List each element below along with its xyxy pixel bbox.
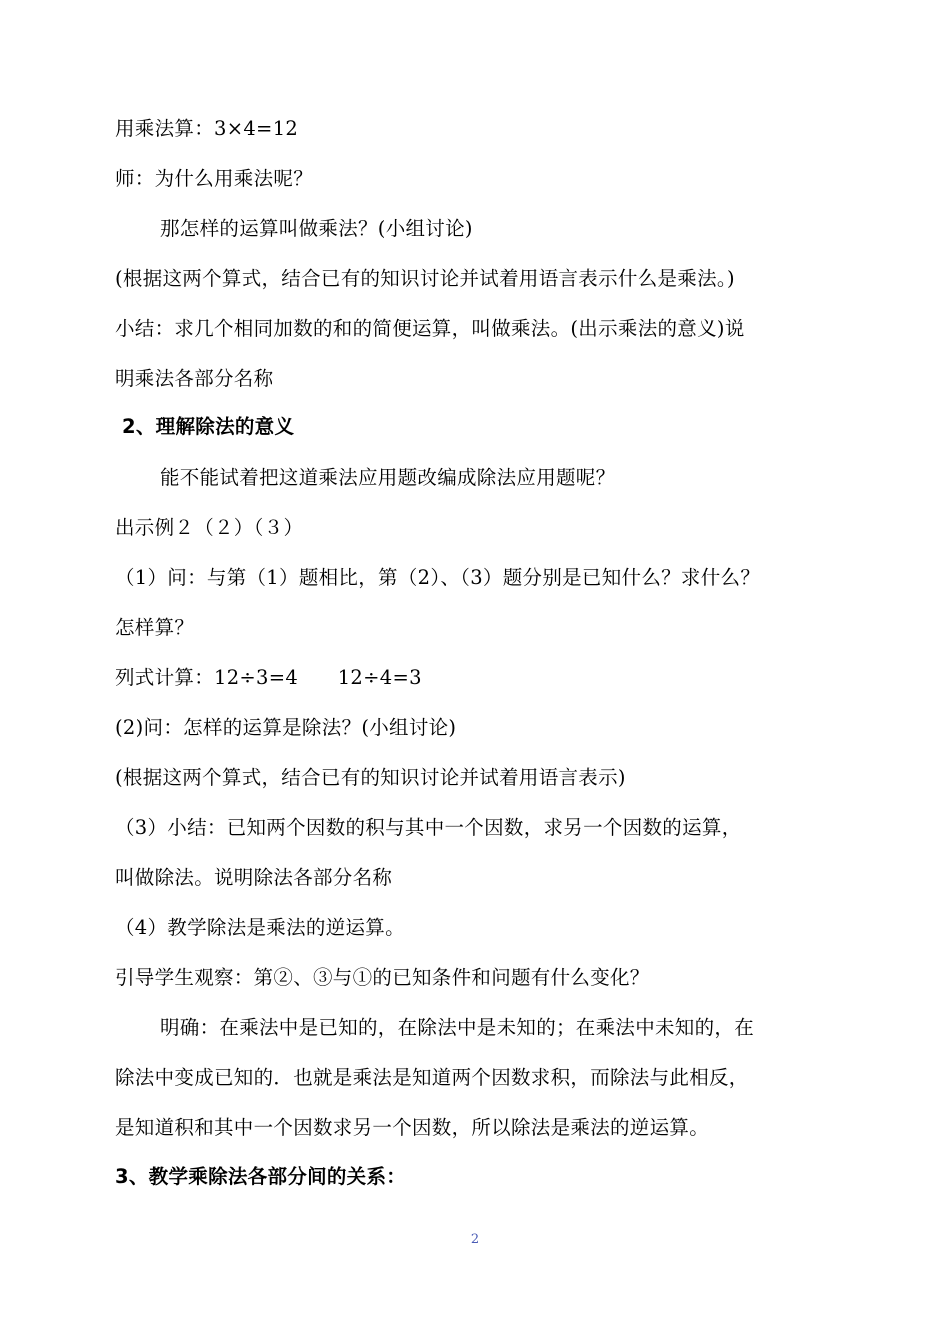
text-line-teacher-question: 师：为什么用乘法呢？	[115, 167, 314, 190]
text-line-multiplication-calc: 用乘法算：3×4=12	[115, 117, 299, 140]
text-line-show-example: 出示例２（２）（３）	[115, 516, 304, 539]
page-number: 2	[470, 1232, 480, 1247]
text-line-question-1: （1）问：与第（1）题相比，第（2）、（3）题分别是已知什么？求什么？	[115, 566, 761, 589]
text-line-discussion-note-2: (根据这两个算式，结合已有的知识讨论并试着用语言表示)	[115, 766, 626, 789]
text-line-division-parts: 叫做除法。说明除法各部分名称	[115, 866, 393, 889]
section-heading-relationships: 3、教学乘除法各部分间的关系：	[115, 1165, 407, 1188]
text-line-group-discussion: 那怎样的运算叫做乘法？(小组讨论)	[160, 217, 473, 240]
text-line-inverse-operation: （4）教学除法是乘法的逆运算。	[115, 916, 405, 939]
section-heading-division-meaning: 2、理解除法的意义	[122, 415, 295, 438]
text-line-clarify: 明确：在乘法中是已知的，在除法中是未知的；在乘法中未知的，在	[160, 1016, 755, 1039]
text-line-clarify-cont: 除法中变成已知的．也就是乘法是知道两个因数求积，而除法与此相反，	[115, 1066, 749, 1089]
text-line-how-to-calc: 怎样算？	[115, 616, 195, 639]
text-line-rewrite-question: 能不能试着把这道乘法应用题改编成除法应用题呢？	[160, 466, 616, 489]
text-line-guide-observe: 引导学生观察：第②、③与①的已知条件和问题有什么变化？	[115, 966, 650, 989]
text-line-division-calc: 列式计算：12÷3=4 12÷4=3	[115, 666, 422, 689]
text-line-discussion-note: (根据这两个算式，结合已有的知识讨论并试着用语言表示什么是乘法。)	[115, 267, 735, 290]
text-line-clarify-end: 是知道积和其中一个因数求另一个因数，所以除法是乘法的逆运算。	[115, 1116, 710, 1139]
text-line-multiplication-parts: 明乘法各部分名称	[115, 367, 274, 390]
text-line-question-2: (2)问：怎样的运算是除法？(小组讨论)	[115, 716, 457, 739]
text-line-summary-multiplication: 小结：求几个相同加数的和的简便运算，叫做乘法。(出示乘法的意义)说	[115, 317, 745, 340]
text-line-summary-division: （3）小结：已知两个因数的积与其中一个因数，求另一个因数的运算，	[115, 816, 742, 839]
